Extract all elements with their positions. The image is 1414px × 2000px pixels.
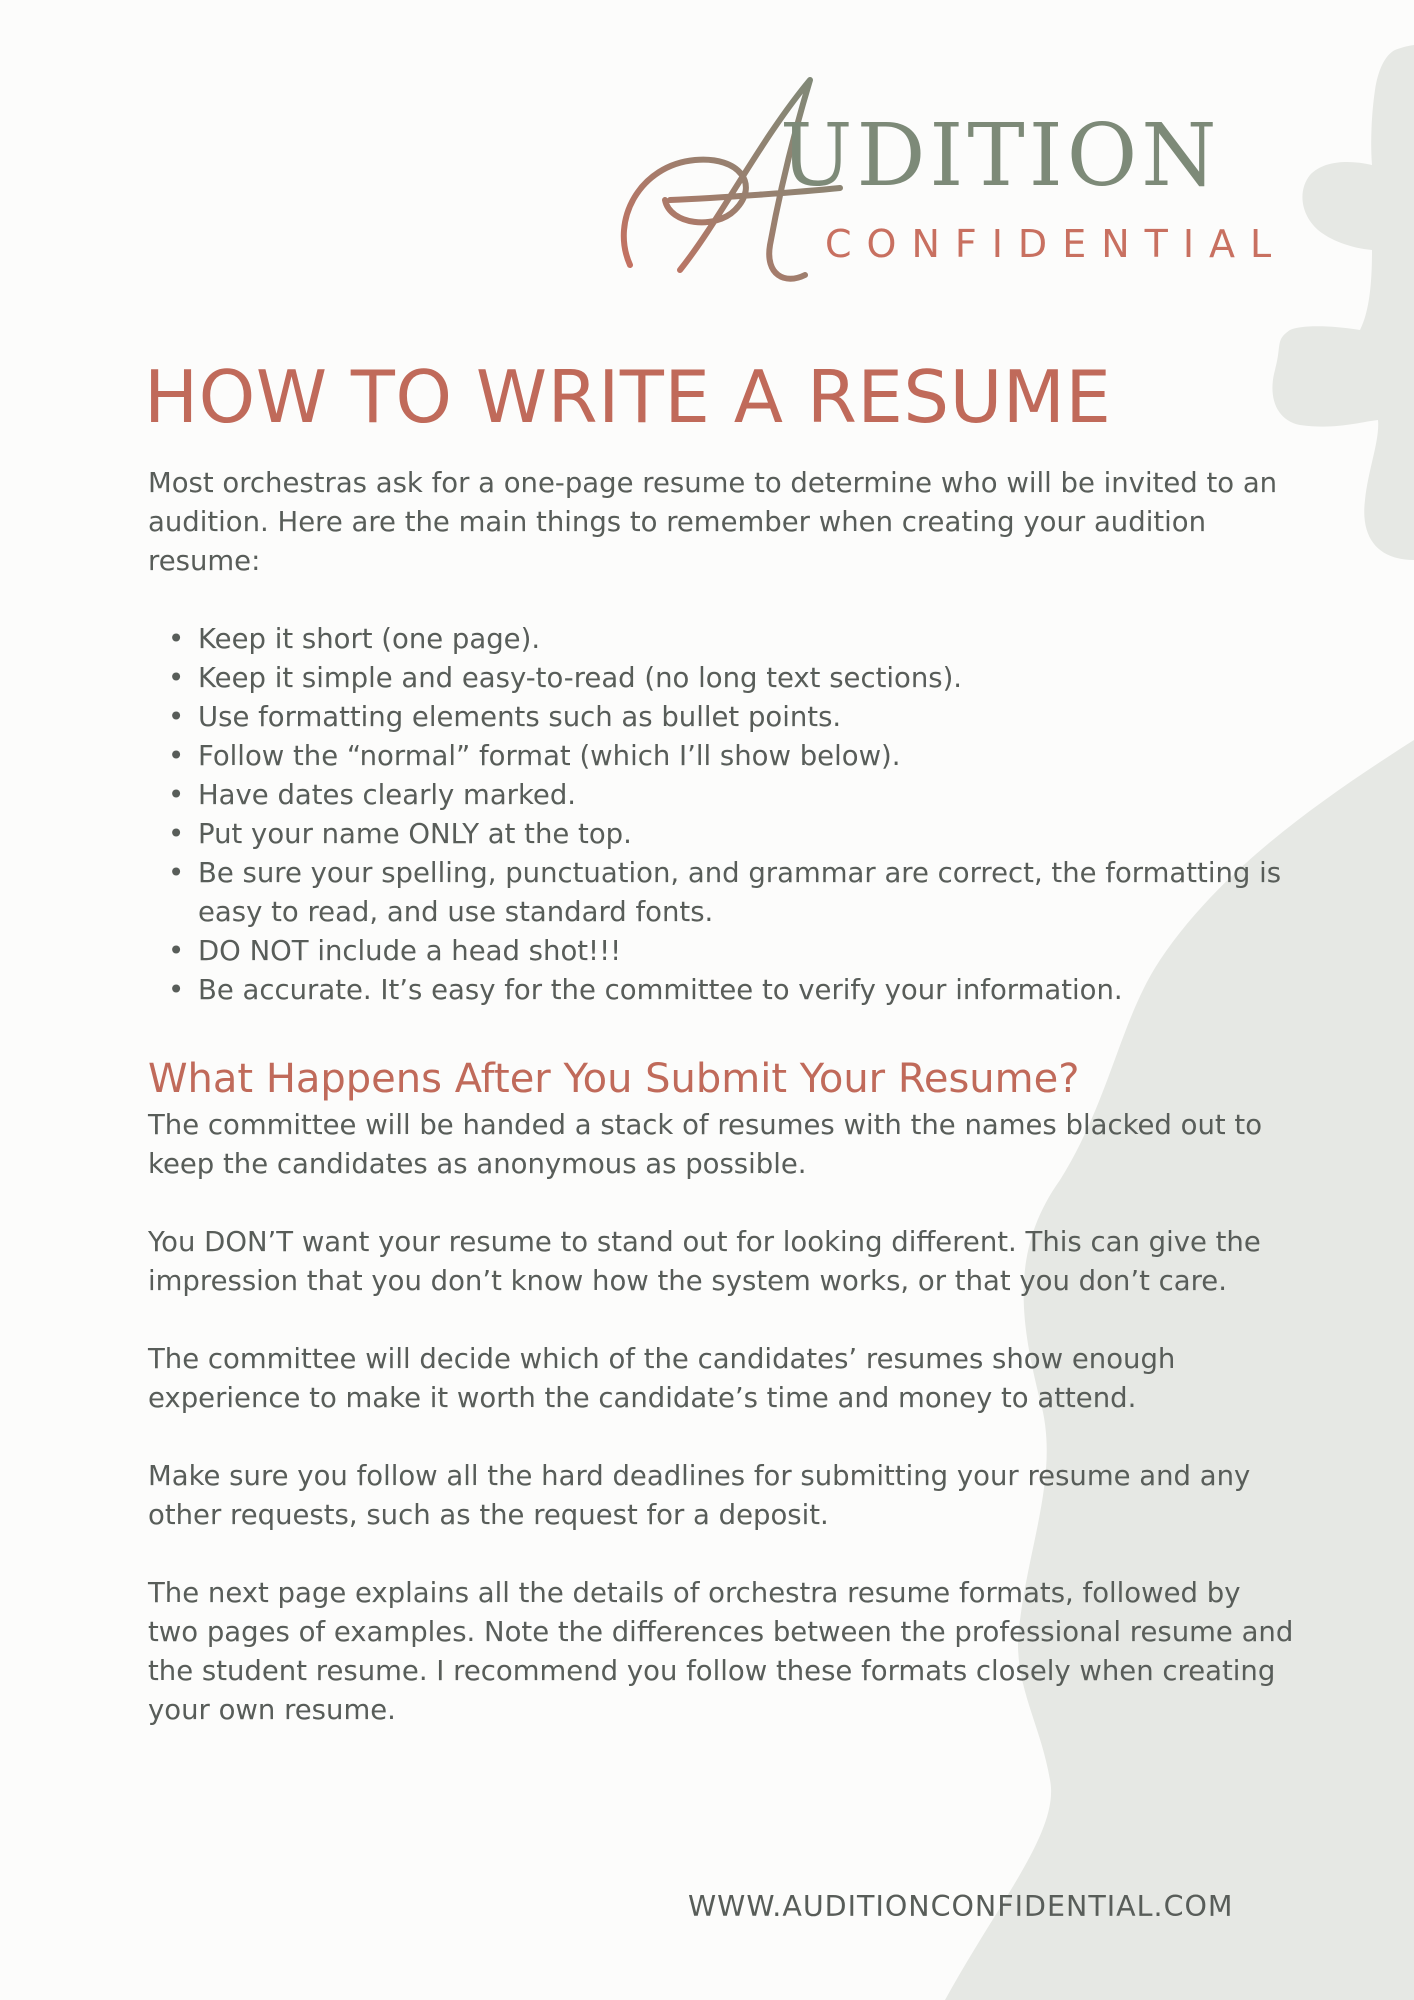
list-item [168,620,1298,659]
bullet-icon: • [168,934,185,967]
audition-confidential-logo [610,70,1350,300]
main-content [144,355,1298,1769]
list-item [168,932,1298,971]
list-item-text: Put your name ONLY at the top. [198,817,632,850]
list-item-text: Follow the “normal” format (which I’ll show below). [198,739,901,772]
footer-website-url: WWW.AUDITIONCONFIDENTIAL.COM [688,1890,1234,1923]
section-heading: What Happens After You Submit Your Resume? [148,1055,1080,1102]
tips-list [148,620,1298,1010]
bullet-icon: • [168,739,185,772]
bullet-icon: • [168,622,185,655]
body-paragraph: Make sure you follow all the hard deadlines for submitting your resume and any other requests, such as the request for a deposit. [148,1459,1251,1531]
list-item-text: DO NOT include a head shot!!! [198,934,622,967]
bullet-icon: • [168,973,185,1006]
bullet-icon: • [168,700,185,733]
body-paragraph: The committee will be handed a stack of resumes with the names blacked out to keep the candidates as anonymous as possible. [148,1108,1263,1180]
logo-sub-word: CONFIDENTIAL [825,222,1287,266]
bullet-icon: • [168,778,185,811]
bullet-icon: • [168,817,185,850]
page-title: HOW TO WRITE A RESUME [144,355,1112,439]
list-item-text: Keep it simple and easy-to-read (no long text sections). [198,661,963,694]
bullet-icon: • [168,856,185,889]
logo-main-word: UDITION [780,106,1221,206]
list-item [168,659,1298,698]
list-item [168,737,1298,776]
list-item [168,854,1298,932]
list-item-text: Be sure your spelling, punctuation, and grammar are correct, the formatting is easy to read, and use standard fonts. [198,856,1282,928]
list-item [168,815,1298,854]
list-item-text: Keep it short (one page). [198,622,541,655]
bullet-icon: • [168,661,185,694]
list-item [168,776,1298,815]
body-paragraph: You DON’T want your resume to stand out for looking different. This can give the impression that you don’t know how the system works, or that you don’t care. [148,1225,1261,1297]
intro-paragraph: Most orchestras ask for a one-page resume to determine who will be invited to an audition. Here are the main things to remember when creating your audition resume: [148,466,1278,577]
body-paragraph: The next page explains all the details of orchestra resume formats, followed by two pages of examples. Note the differences between the professional resume and the student resume. I recommend you follow these formats closely when creating your own resume. [148,1576,1294,1726]
list-item-text: Be accurate. It’s easy for the committee to verify your information. [198,973,1123,1006]
list-item [168,698,1298,737]
list-item [168,971,1298,1010]
body-paragraph: The committee will decide which of the candidates’ resumes show enough experience to make it worth the candidate’s time and money to attend. [148,1342,1176,1414]
list-item-text: Use formatting elements such as bullet points. [198,700,842,733]
list-item-text: Have dates clearly marked. [198,778,577,811]
